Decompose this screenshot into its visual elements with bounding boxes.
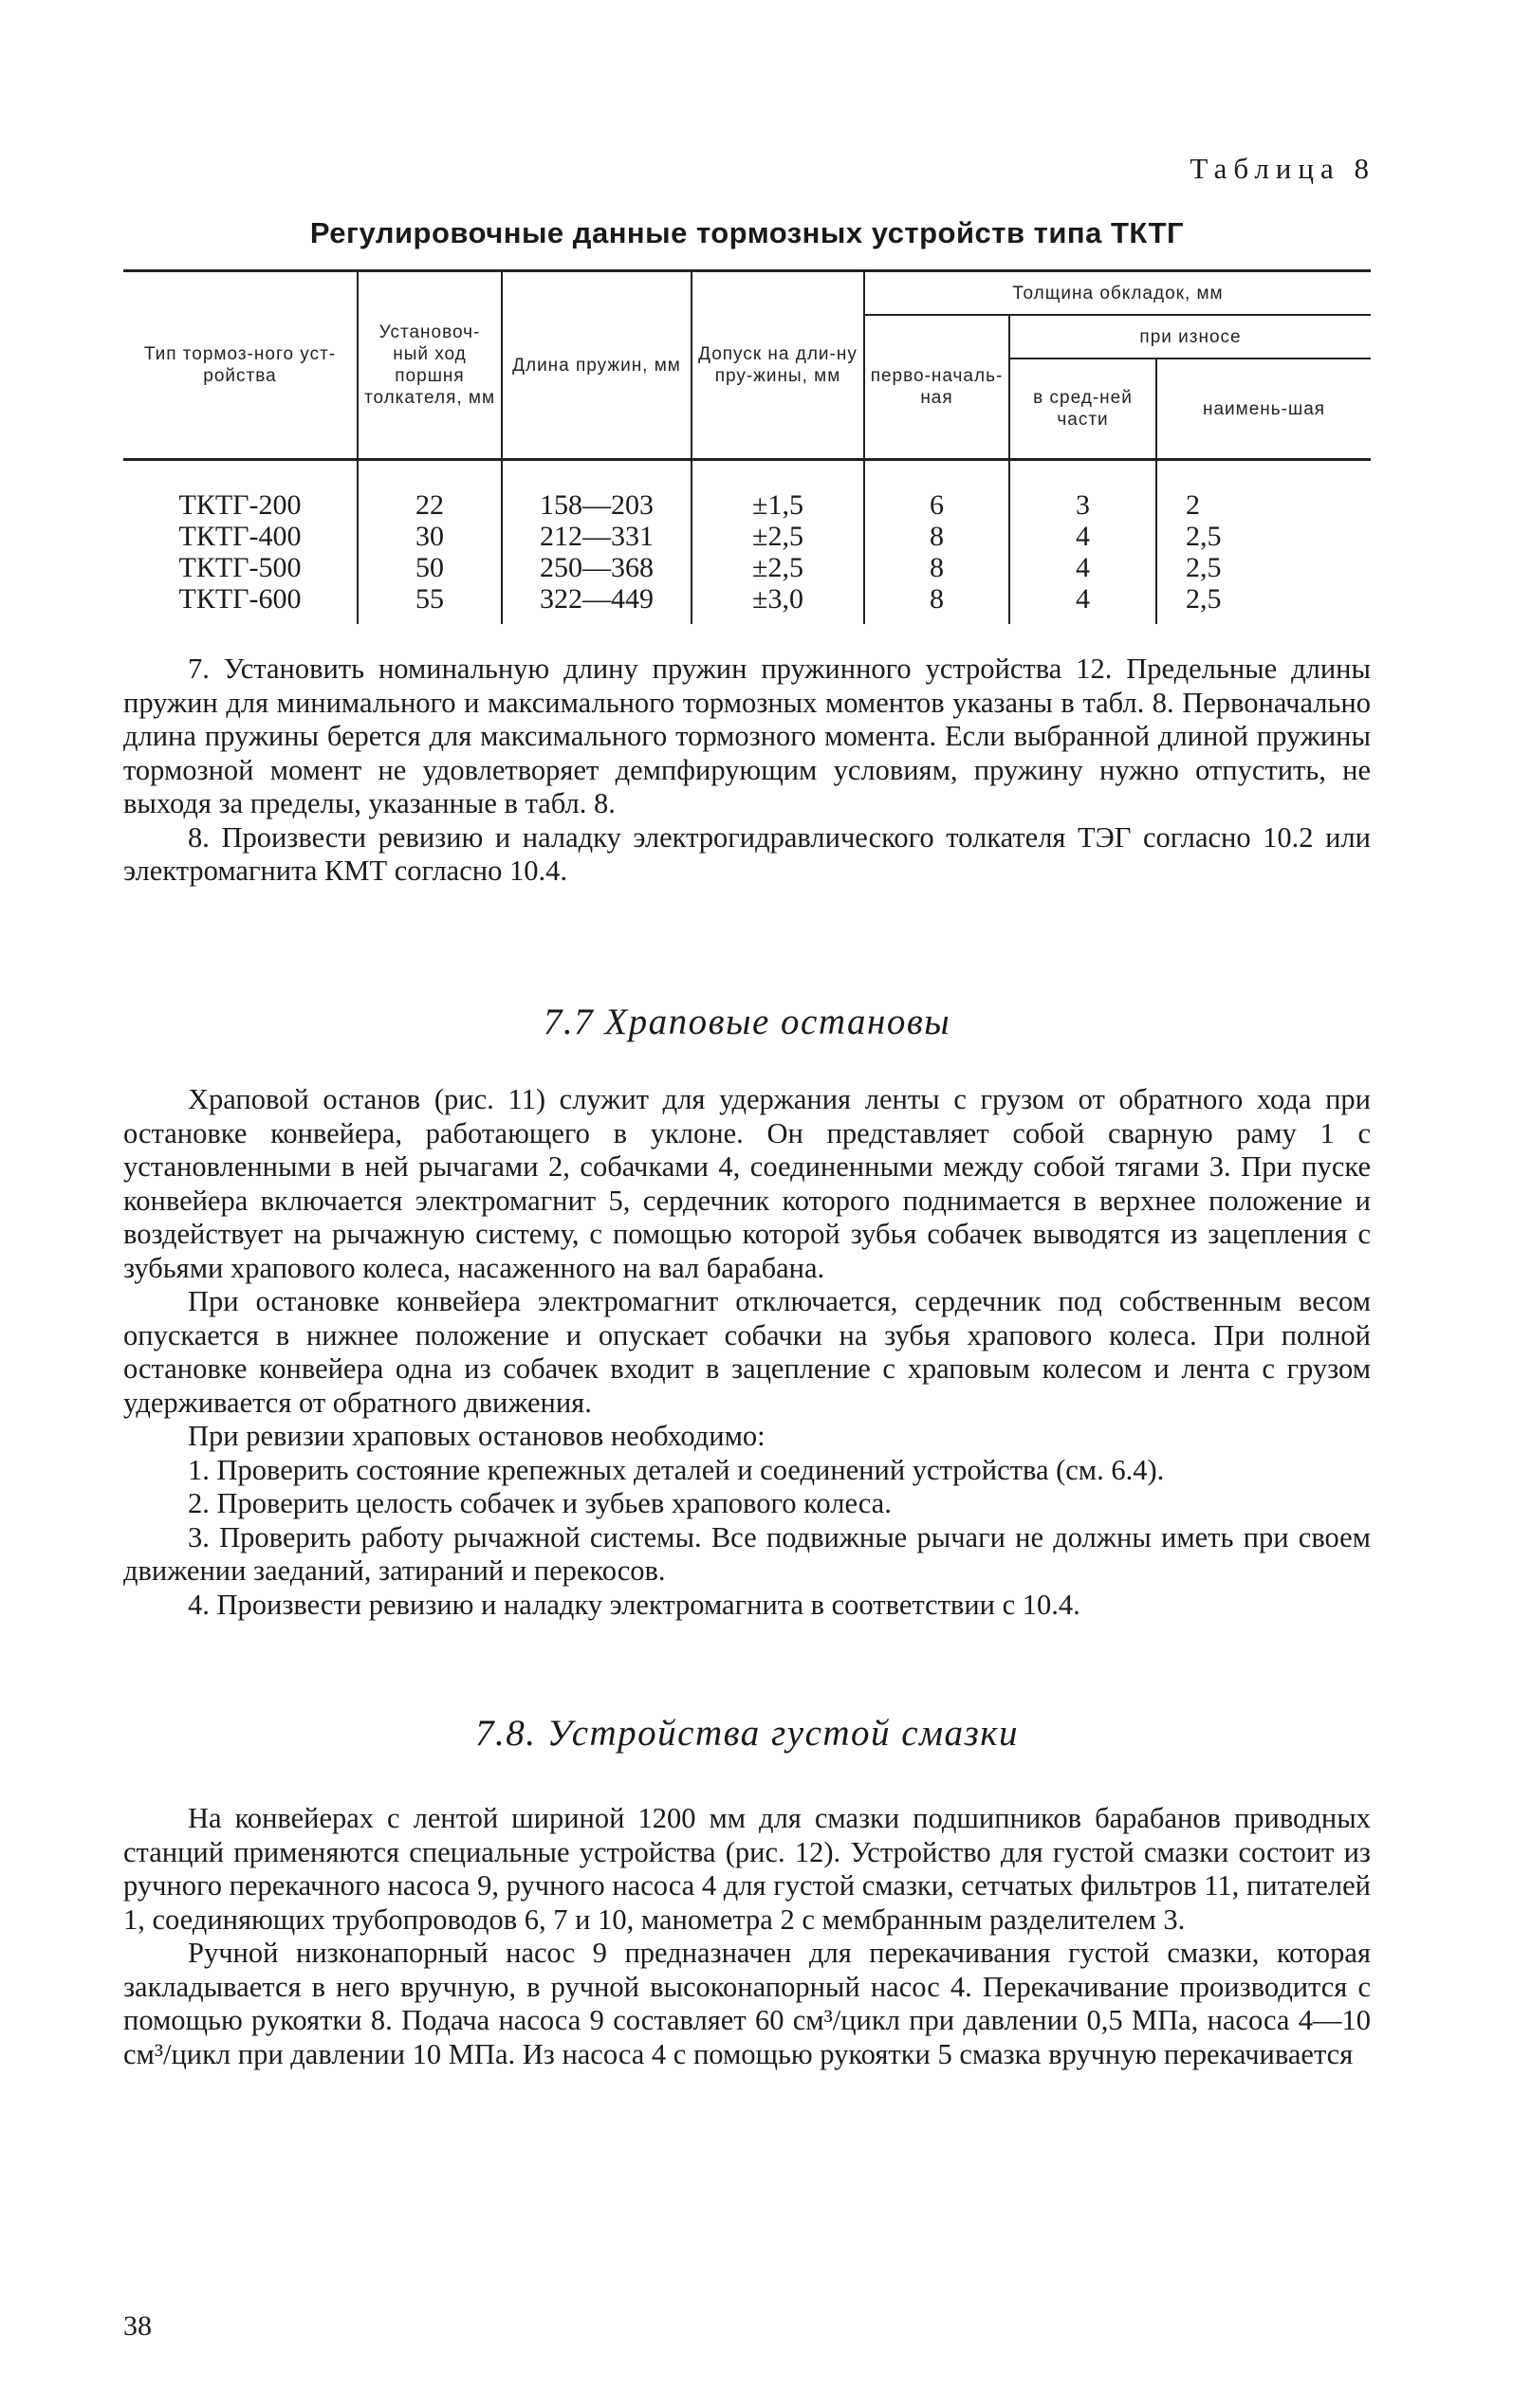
header-piston-stroke: Установоч-ный ход поршня толкателя, мм (358, 271, 502, 460)
cell-smallest: 2 (1156, 460, 1371, 522)
list-item: 1. Проверить состояние крепежных деталей и соединений устройства (см. 6.4). (188, 1453, 1165, 1486)
cell-length: 212—331 (502, 521, 692, 552)
cell-type: ТКТГ-500 (178, 552, 302, 583)
page-number: 38 (123, 2310, 152, 2342)
table-row (123, 521, 1371, 552)
cell-smallest: 2,5 (1156, 521, 1371, 552)
cell-stroke: 22 (358, 460, 502, 522)
paragraph: При остановке конвейера электромагнит отключается, сердечник под собственным весом опускается в нижнее положение и опускает собачки на зубья храпового колеса. При полной остановке конвейера одна из собачек входит в зацепление с храповым колесом и лента с грузом удерживается от обратного движения. (123, 1285, 1371, 1419)
table-title: Регулировочные данные тормозных устройств типа ТКТГ (309, 216, 1185, 249)
header-initial: перво-началь-ная (864, 315, 1009, 460)
cell-stroke: 50 (358, 552, 502, 583)
header-smallest: наимень-шая (1156, 358, 1371, 460)
list-item: 4. Произвести ревизию и наладку электромагнита в соответствии с 10.4. (188, 1588, 1080, 1621)
cell-smallest: 2,5 (1156, 552, 1371, 583)
table-row (123, 460, 1371, 522)
cell-initial: 8 (864, 583, 1009, 624)
cell-tolerance: ±1,5 (692, 460, 864, 522)
paragraph: 7. Установить номинальную длину пружин пружинного устройства 12. Предельные длины пружин для минимального и максимального тормозных моментов указаны в табл. 8. Первоначально длина пружины берется для максимального тормозного момента. Если выбранной длиной пружины тормозной момент не удовлетворяет демпфирующим условиям, пружину нужно отпустить, не выходя за пределы, указанные в табл. 8. (123, 653, 1371, 819)
cell-middle: 3 (1009, 460, 1156, 522)
cell-initial: 8 (864, 552, 1009, 583)
header-tolerance: Допуск на дли-ну пру-жины, мм (692, 271, 864, 460)
cell-type: ТКТГ-600 (178, 583, 302, 615)
list-item: 3. Проверить работу рычажной системы. Все подвижные рычаги не должны иметь при своем движении заеданий, затираний и перекосов. (123, 1520, 1371, 1587)
cell-initial: 6 (864, 460, 1009, 522)
cell-middle: 4 (1009, 583, 1156, 624)
section-7-7-body (123, 1083, 1371, 1622)
cell-middle: 4 (1009, 521, 1156, 552)
cell-type: ТКТГ-200 (178, 489, 302, 521)
table-row (123, 583, 1371, 624)
table-number-label: Таблица 8 (1190, 152, 1375, 185)
header-lining-thickness: Толщина обкладок, мм (864, 271, 1371, 316)
header-device-type: Тип тормоз-ного уст-ройства (123, 271, 358, 460)
cell-length: 322—449 (502, 583, 692, 624)
brake-adjustment-table (123, 269, 1371, 624)
cell-type: ТКТГ-400 (178, 521, 302, 552)
cell-tolerance: ±2,5 (692, 521, 864, 552)
cell-smallest: 2,5 (1156, 583, 1371, 624)
cell-initial: 8 (864, 521, 1009, 552)
cell-stroke: 30 (358, 521, 502, 552)
header-middle-part: в сред-ней части (1009, 358, 1156, 460)
cell-tolerance: ±3,0 (692, 583, 864, 624)
paragraph: На конвейерах с лентой шириной 1200 мм для смазки подшипников барабанов приводных станций применяются специальные устройства (рис. 12). Устройство для густой смазки состоит из ручного перекачного насоса 9, ручного насоса 4 для густой смазки, сетчатых фильтров 11, питателей 1, соединяющих трубопроводов 6, 7 и 10, манометра 2 с мембранным разделителем 3. (123, 1802, 1371, 1936)
header-with-wear: при износе (1009, 315, 1371, 358)
cell-stroke: 55 (358, 583, 502, 624)
instructions-continued (123, 653, 1371, 889)
paragraph: 8. Произвести ревизию и наладку электрогидравлического толкателя ТЭГ согласно 10.2 или электромагнита КМТ согласно 10.4. (123, 820, 1371, 887)
paragraph: Ручной низконапорный насос 9 предназначен для перекачивания густой смазки, которая закладывается в него вручную, в ручной высоконапорный насос 4. Перекачивание производится с помощью рукоятки 8. Подача насоса 9 составляет 60 см³/цикл при давлении 0,5 МПа, насоса 4—10 см³/цикл при давлении 10 МПа. Из насоса 4 с помощью рукоятки 5 смазка вручную перекачивается (123, 1937, 1371, 2070)
section-heading-7-8: 7.8. Устройства густой смазки (475, 1713, 1019, 1754)
cell-middle: 4 (1009, 552, 1156, 583)
cell-tolerance: ±2,5 (692, 552, 864, 583)
paragraph: При ревизии храповых остановов необходимо: (188, 1420, 766, 1452)
header-spring-length: Длина пружин, мм (502, 271, 692, 460)
section-7-8-body (123, 1802, 1371, 2071)
cell-length: 250—368 (502, 552, 692, 583)
list-item: 2. Проверить целость собачек и зубьев храпового колеса. (188, 1487, 892, 1519)
section-heading-7-7: 7.7 Храповые остановы (543, 1002, 951, 1042)
table-row (123, 552, 1371, 583)
cell-length: 158—203 (502, 460, 692, 522)
paragraph: Храповой останов (рис. 11) служит для удержания ленты с грузом от обратного хода при остановке конвейера, работающего в уклоне. Он представляет собой сварную раму 1 с установленными в ней рычагами 2, собачками 4, соединенными между собой тягами 3. При пуске конвейера включается электромагнит 5, сердечник которого поднимается в верхнее положение и воздействует на рычажную систему, с помощью которой зубья собачек выводятся из зацепления с зубьями храпового колеса, насаженного на вал барабана. (123, 1083, 1371, 1284)
